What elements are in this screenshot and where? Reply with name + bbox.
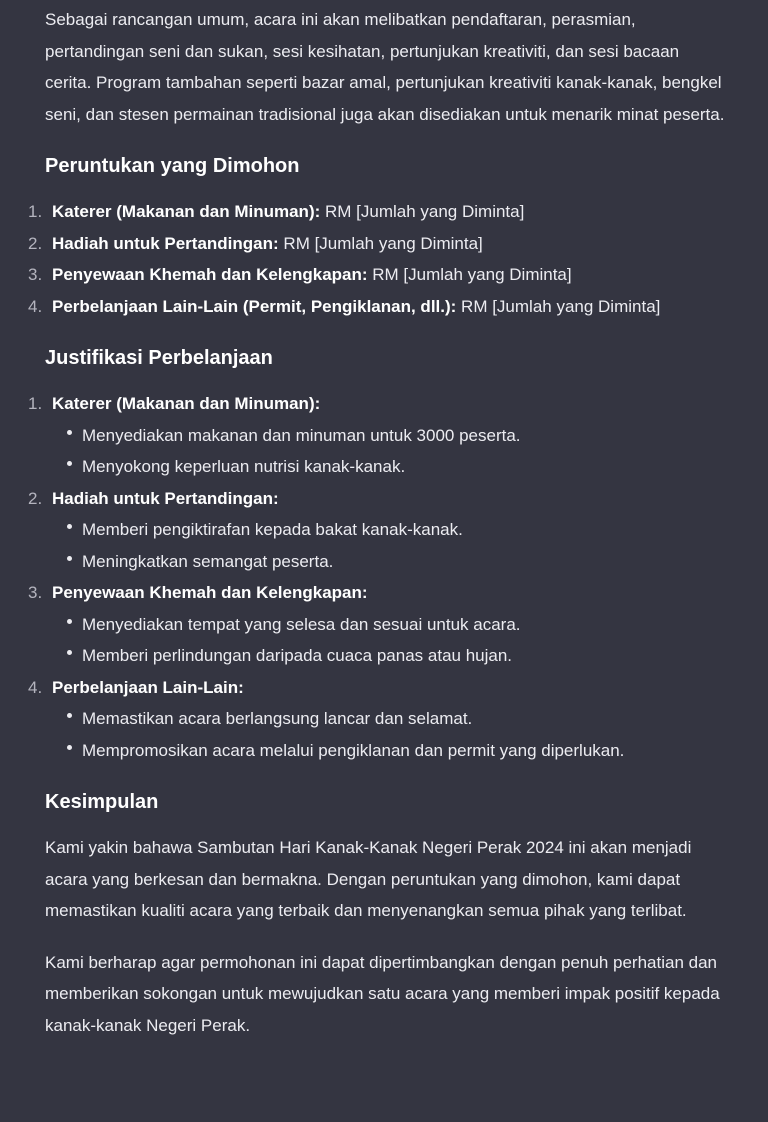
intro-paragraph: Sebagai rancangan umum, acara ini akan melibatkan pendaftaran, perasmian, pertandingan seni dan sukan, sesi kesihatan, pertunjukan kreativiti, dan sesi bacaan cerita. Program tambahan seperti bazar amal, pertunjukan kreativiti kanak-kanak, bengkel seni, dan stesen permainan tradisional juga akan disediakan untuk menarik minat peserta. — [45, 10, 725, 124]
list-number: 4. — [28, 296, 43, 316]
item-label: Perbelanjaan Lain-Lain: — [52, 677, 244, 697]
bullet-item: Mempromosikan acara melalui pengiklanan dan permit yang diperlukan. — [82, 735, 730, 767]
bullet-item: Meningkatkan semangat peserta. — [82, 546, 730, 578]
item-value: RM [Jumlah yang Diminta] — [367, 265, 572, 284]
item-label: Penyewaan Khemah dan Kelengkapan: — [52, 265, 368, 284]
item-value: RM [Jumlah yang Diminta] — [320, 202, 525, 221]
item-label: Perbelanjaan Lain-Lain (Permit, Pengiklanan, dll.): — [52, 296, 457, 316]
bullet-list — [52, 514, 730, 577]
item-label: Penyewaan Khemah dan Kelengkapan: — [52, 583, 368, 602]
list-item — [28, 483, 730, 578]
list-item — [28, 259, 730, 291]
item-label: Katerer (Makanan dan Minuman): — [52, 202, 321, 221]
bullet-item: Menyediakan tempat yang selesa dan sesuai untuk acara. — [82, 609, 730, 641]
list-number: 2. — [28, 233, 43, 253]
conclusion-heading: Kesimpulan — [45, 791, 159, 813]
bullet-list — [52, 609, 730, 672]
list-item — [28, 228, 730, 260]
bullet-item: Memberi perlindungan daripada cuaca panas atau hujan. — [82, 640, 730, 672]
item-label: Katerer (Makanan dan Minuman): — [52, 394, 321, 413]
allocation-list — [28, 196, 730, 322]
list-item — [28, 196, 730, 228]
list-item — [28, 291, 730, 323]
list-item — [28, 577, 730, 672]
item-value: RM [Jumlah yang Diminta] — [278, 233, 483, 253]
item-label: Hadiah untuk Pertandingan: — [52, 233, 279, 253]
list-number: 4. — [28, 677, 43, 697]
conclusion-paragraph: Kami yakin bahawa Sambutan Hari Kanak-Kanak Negeri Perak 2024 ini akan menjadi acara yang berkesan dan bermakna. Dengan peruntukan yang dimohon, kami dapat memastikan kualiti acara yang terbaik dan menyenangkan semua pihak yang terlibat. — [45, 838, 692, 920]
item-label: Hadiah untuk Pertandingan: — [52, 488, 279, 508]
justification-list — [28, 388, 730, 766]
bullet-item: Menyediakan makanan dan minuman untuk 3000 peserta. — [82, 420, 730, 452]
list-item — [28, 388, 730, 483]
bullet-item: Menyokong keperluan nutrisi kanak-kanak. — [82, 451, 730, 483]
list-number: 3. — [28, 265, 43, 284]
bullet-item: Memastikan acara berlangsung lancar dan selamat. — [82, 703, 730, 735]
bullet-list — [52, 703, 730, 766]
list-number: 2. — [28, 488, 43, 508]
list-item — [28, 672, 730, 767]
justification-heading: Justifikasi Perbelanjaan — [45, 347, 273, 369]
list-number: 3. — [28, 583, 43, 602]
allocation-heading: Peruntukan yang Dimohon — [45, 155, 300, 177]
item-value: RM [Jumlah yang Diminta] — [456, 296, 661, 316]
conclusion-paragraph: Kami berharap agar permohonan ini dapat dipertimbangkan dengan penuh perhatian dan memberikan sokongan untuk mewujudkan satu acara yang memberi impak positif kepada kanak-kanak Negeri Perak. — [45, 952, 720, 1035]
bullet-item: Memberi pengiktirafan kepada bakat kanak-kanak. — [82, 514, 730, 546]
list-number: 1. — [28, 394, 43, 413]
bullet-list — [52, 420, 730, 483]
list-number: 1. — [28, 202, 43, 221]
